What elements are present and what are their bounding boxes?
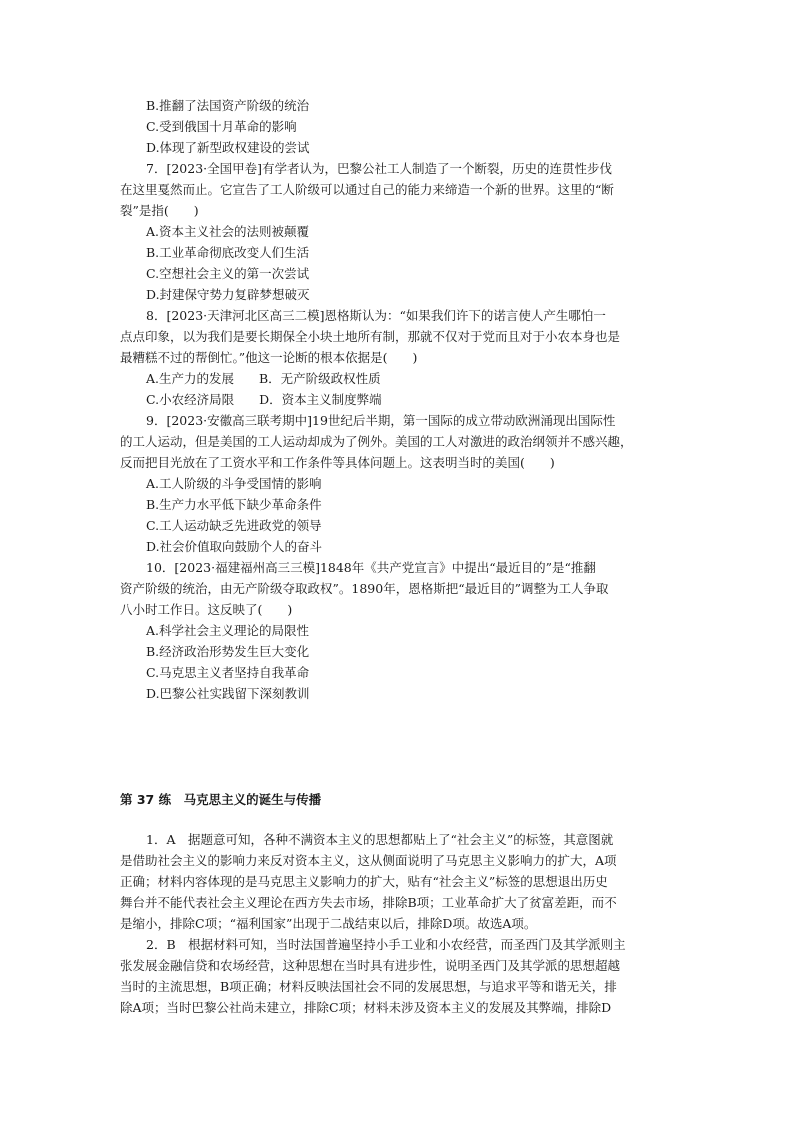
q8-stem-line-3: 最糟糕不过的帮倒忙。”他这一论断的根本依据是( ): [120, 350, 418, 365]
q9-option-d: D.社会价值取向鼓励个人的奋斗: [146, 539, 323, 554]
answer-2-line-4: 除A项；当时巴黎公社尚未建立，排除C项；材料未涉及资本主义的发展及其弊端，排除D: [120, 1000, 612, 1015]
q7-option-b: B.工业革命彻底改变人们生活: [146, 245, 310, 260]
q9-option-a: A.工人阶级的斗争受国情的影响: [146, 476, 322, 491]
q10-option-b: B.经济政治形势发生巨大变化: [146, 644, 310, 659]
q10-option-d: D.巴黎公社实践留下深刻教训: [146, 686, 310, 701]
q9-stem-line-2: 的工人运动，但是美国的工人运动却成为了例外。美国的工人对激进的政治纲领并不感兴趣，: [120, 434, 633, 449]
q10-option-a: A.科学社会主义理论的局限性: [146, 623, 310, 638]
answer-1-line-4: 舞台并不能代表社会主义理论在西方失去市场，排除B项；工业革命扩大了贫富差距，而不: [120, 895, 617, 910]
answer-1-line-5: 是缩小，排除C项；“福利国家”出现于二战结束以后，排除D项。故选A项。: [120, 916, 537, 931]
q9-option-c: C.工人运动缺乏先进政党的领导: [146, 518, 322, 533]
answer-1-line-1: 1．A 据题意可知，各种不满资本主义的思想都贴上了“社会主义”的标签，其意图就: [146, 832, 614, 847]
q6-option-d: D.体现了新型政权建设的尝试: [146, 140, 310, 155]
q8-options-row-1: A.生产力的发展 B．无产阶级政权性质: [146, 371, 381, 386]
q6-option-b: B.推翻了法国资产阶级的统治: [146, 98, 310, 113]
q7-stem-line-2: 在这里戛然而止。它宣告了工人阶级可以通过自己的能力来缔造一个新的世界。这里的“断: [120, 182, 614, 197]
answer-1-line-2: 是借助社会主义的影响力来反对资本主义，这从侧面说明了马克思主义影响力的扩大，A项: [120, 853, 617, 868]
q7-option-d: D.封建保守势力复辟梦想破灭: [146, 287, 310, 302]
q8-options-row-2: C.小农经济局限 D．资本主义制度弊端: [146, 392, 382, 407]
q9-option-b: B.生产力水平低下缺少革命条件: [146, 497, 322, 512]
answer-2-line-3: 当时的主流思想，B项正确；材料反映法国社会不同的发展思想，与追求平等和谐无关，排: [120, 979, 617, 994]
answer-2-line-1: 2．B 根据材料可知，当时法国普遍坚持小手工业和小农经营，而圣西门及其学派则主: [146, 937, 626, 952]
answer-2-line-2: 张发展金融信贷和农场经营，这种思想在当时具有进步性，说明圣西门及其学派的思想超越: [120, 958, 621, 973]
answer-1-line-3: 正确；材料内容体现的是马克思主义影响力的扩大，贴有“社会主义”标签的思想退出历史: [120, 874, 608, 889]
q10-stem-line-3: 八小时工作日。这反映了( ): [120, 602, 293, 617]
q6-option-c: C.受到俄国十月革命的影响: [146, 119, 297, 134]
q7-stem-line-3: 裂”是指( ): [120, 203, 199, 218]
q8-stem-line-2: 点点印象，以为我们是要长期保全小块土地所有制，那就不仅对于党而且对于小农本身也是: [120, 329, 621, 344]
q9-stem-line-3: 反而把目光放在了工资水平和工作条件等具体问题上。这表明当时的美国( ): [120, 455, 555, 470]
q10-stem-line-1: 10．[2023·福建福州高三三模]1848年《共产党宣言》中提出“最近目的”是“推翻: [146, 560, 596, 575]
q8-stem-line-1: 8．[2023·天津河北区高三二模]恩格斯认为：“如果我们许下的诺言使人产生哪怕一: [146, 308, 606, 323]
q7-stem-line-1: 7．[2023·全国甲卷]有学者认为，巴黎公社工人制造了一个断裂，历史的连贯性步伐: [146, 161, 612, 176]
q10-stem-line-2: 资产阶级的统治，由无产阶级夺取政权”。1890年，恩格斯把“最近目的”调整为工人争取: [120, 581, 609, 596]
q7-option-c: C.空想社会主义的第一次尝试: [146, 266, 310, 281]
q10-option-c: C.马克思主义者坚持自我革命: [146, 665, 310, 680]
q7-option-a: A.资本主义社会的法则被颠覆: [146, 224, 310, 239]
q9-stem-line-1: 9．[2023·安徽高三联考期中]19世纪后半期，第一国际的成立带动欧洲涌现出国际性: [146, 413, 616, 428]
answers-heading: 第 37 练 马克思主义的诞生与传播: [120, 792, 322, 807]
